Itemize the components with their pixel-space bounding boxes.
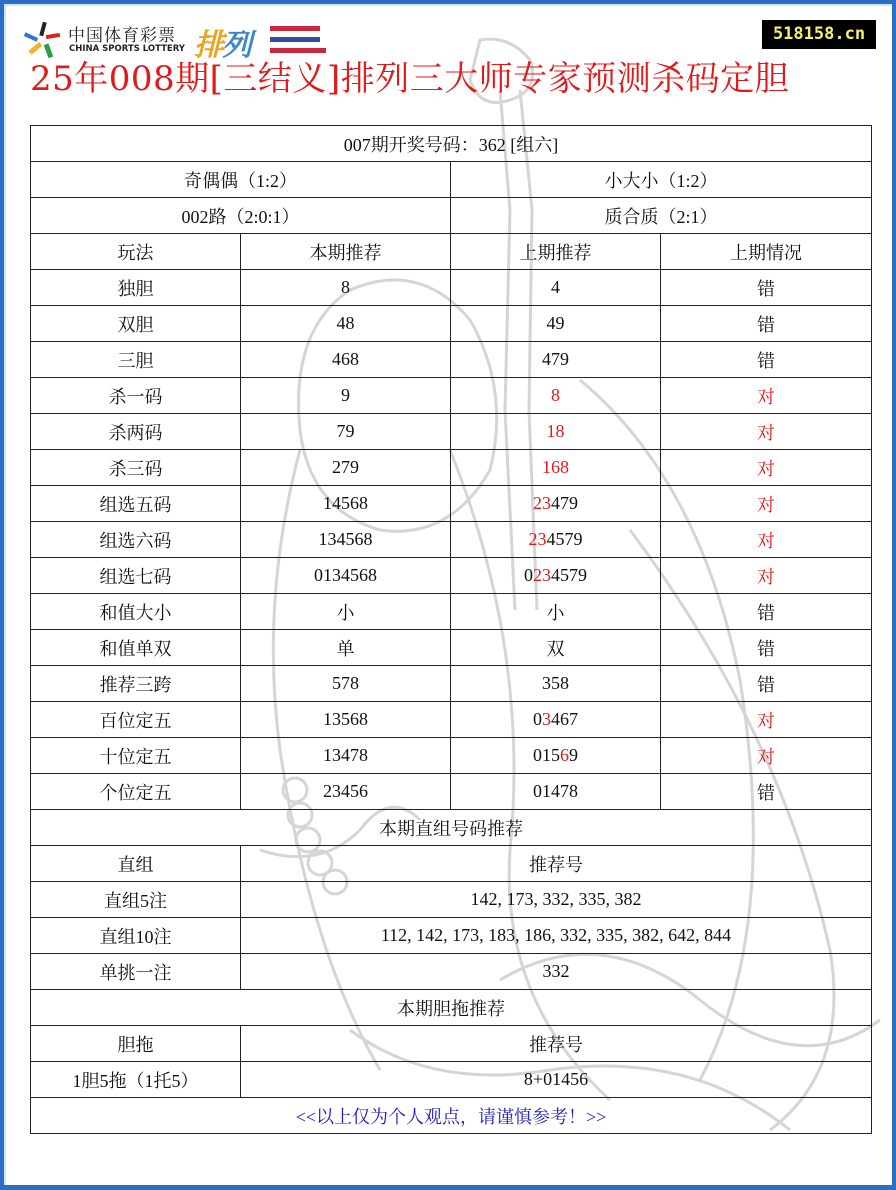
play-type: 组选六码 xyxy=(31,522,241,558)
current-pick: 单 xyxy=(241,630,451,666)
previous-result-status: 错 xyxy=(661,594,872,630)
current-pick: 468 xyxy=(241,342,451,378)
previous-pick-digits: 双 xyxy=(546,638,565,659)
current-pick: 23456 xyxy=(241,774,451,810)
previous-result-status: 对 xyxy=(661,378,872,414)
table-row xyxy=(31,738,872,774)
draw-result-row xyxy=(31,126,872,162)
previous-pick-hit-digits: 6 xyxy=(560,745,569,765)
table-row xyxy=(31,486,872,522)
direct-row xyxy=(31,882,872,918)
table-row xyxy=(31,594,872,630)
previous-pick-digits: 4579 xyxy=(546,529,583,549)
current-pick: 578 xyxy=(241,666,451,702)
small-big-pattern: 小大小（1:2） xyxy=(451,162,872,198)
direct-header-numbers: 推荐号 xyxy=(241,846,872,882)
table-row xyxy=(31,306,872,342)
previous-result-status: 错 xyxy=(661,306,872,342)
previous-pick xyxy=(451,486,661,522)
previous-pick xyxy=(451,630,661,666)
previous-result-status: 错 xyxy=(661,270,872,306)
route-pattern: 002路（2:0:1） xyxy=(31,198,451,234)
dantuo-label: 1胆5拖（1托5） xyxy=(31,1062,241,1098)
table-row xyxy=(31,450,872,486)
previous-result-status: 对 xyxy=(661,738,872,774)
previous-pick-digits: 479 xyxy=(551,493,578,513)
previous-pick-digits: 01478 xyxy=(533,781,578,801)
dantuo-header-type: 胆拖 xyxy=(31,1026,241,1062)
play-type: 推荐三跨 xyxy=(31,666,241,702)
previous-pick xyxy=(451,270,661,306)
play-type: 组选七码 xyxy=(31,558,241,594)
product-name-part1: 排 xyxy=(194,28,222,63)
previous-pick xyxy=(451,306,661,342)
direct-header-row xyxy=(31,846,872,882)
previous-pick-hit-digits: 168 xyxy=(542,457,569,477)
previous-result-status: 对 xyxy=(661,702,872,738)
table-row xyxy=(31,666,872,702)
dantuo-value: 8+01456 xyxy=(241,1062,872,1098)
logo-cn-text: 中国体育彩票 xyxy=(68,26,176,46)
direct-value: 112, 142, 173, 183, 186, 332, 335, 382, 642, 844 xyxy=(241,918,872,954)
current-pick: 134568 xyxy=(241,522,451,558)
direct-section-title-row xyxy=(31,810,872,846)
product-name-part2: 列 xyxy=(222,28,250,63)
direct-value: 142, 173, 332, 335, 382 xyxy=(241,882,872,918)
current-pick: 小 xyxy=(241,594,451,630)
play-type: 杀两码 xyxy=(31,414,241,450)
china-sports-lottery-logo xyxy=(22,20,322,63)
previous-pick-hit-digits: 23 xyxy=(533,493,551,513)
prime-composite-pattern: 质合质（2:1） xyxy=(451,198,872,234)
draw-result: 007期开奖号码：362 [组六] xyxy=(31,126,872,162)
previous-pick-digits: 49 xyxy=(546,313,565,333)
previous-pick-digits: 9 xyxy=(569,745,578,765)
play-type: 百位定五 xyxy=(31,702,241,738)
table-row xyxy=(31,774,872,810)
current-pick: 8 xyxy=(241,270,451,306)
previous-pick-hit-digits: 23 xyxy=(528,529,547,549)
dantuo-row xyxy=(31,1062,872,1098)
previous-pick xyxy=(451,702,661,738)
table-row xyxy=(31,522,872,558)
direct-label: 直组10注 xyxy=(31,918,241,954)
previous-pick xyxy=(451,558,661,594)
lottery-star-icon xyxy=(22,20,64,60)
previous-pick-hit-digits: 8 xyxy=(551,385,560,405)
previous-pick-digits: 467 xyxy=(551,709,578,729)
direct-label: 直组5注 xyxy=(31,882,241,918)
previous-result-status: 对 xyxy=(661,558,872,594)
direct-row xyxy=(31,954,872,990)
direct-value: 332 xyxy=(241,954,872,990)
dantuo-header-numbers: 推荐号 xyxy=(241,1026,872,1062)
previous-pick-hit-digits: 3 xyxy=(542,709,551,729)
play-type: 组选五码 xyxy=(31,486,241,522)
previous-result-status: 对 xyxy=(661,486,872,522)
play-type: 双胆 xyxy=(31,306,241,342)
previous-result-status: 错 xyxy=(661,774,872,810)
column-header-row xyxy=(31,234,872,270)
summary-row-1 xyxy=(31,162,872,198)
table-row xyxy=(31,414,872,450)
play-type: 三胆 xyxy=(31,342,241,378)
direct-label: 单挑一注 xyxy=(31,954,241,990)
previous-pick-hit-digits: 23 xyxy=(533,565,551,585)
footer-note-row xyxy=(31,1098,872,1134)
previous-pick xyxy=(451,522,661,558)
previous-pick-hit-digits: 18 xyxy=(546,421,565,441)
play-type: 杀三码 xyxy=(31,450,241,486)
previous-pick-digits: 015 xyxy=(533,745,560,765)
previous-pick-digits: 4579 xyxy=(551,565,587,585)
dantuo-header-row xyxy=(31,1026,872,1062)
play-type: 杀一码 xyxy=(31,378,241,414)
current-pick: 14568 xyxy=(241,486,451,522)
previous-pick xyxy=(451,342,661,378)
previous-pick xyxy=(451,666,661,702)
previous-result-status: 错 xyxy=(661,666,872,702)
play-type: 和值单双 xyxy=(31,630,241,666)
previous-pick xyxy=(451,594,661,630)
current-pick: 279 xyxy=(241,450,451,486)
current-pick: 0134568 xyxy=(241,558,451,594)
play-type: 独胆 xyxy=(31,270,241,306)
product-three-icon xyxy=(270,24,328,54)
current-pick: 9 xyxy=(241,378,451,414)
dantuo-section-title-row xyxy=(31,990,872,1026)
previous-pick xyxy=(451,450,661,486)
play-type: 个位定五 xyxy=(31,774,241,810)
column-header-play: 玩法 xyxy=(31,234,241,270)
current-pick: 13568 xyxy=(241,702,451,738)
previous-result-status: 对 xyxy=(661,450,872,486)
column-header-result: 上期情况 xyxy=(661,234,872,270)
previous-pick-digits: 0 xyxy=(533,709,542,729)
previous-pick-digits: 358 xyxy=(542,673,569,693)
table-row xyxy=(31,270,872,306)
previous-result-status: 对 xyxy=(661,522,872,558)
table-row xyxy=(31,702,872,738)
prediction-table xyxy=(30,125,872,1134)
play-type: 十位定五 xyxy=(31,738,241,774)
direct-row xyxy=(31,918,872,954)
previous-result-status: 错 xyxy=(661,630,872,666)
table-row xyxy=(31,630,872,666)
direct-section-title: 本期直组号码推荐 xyxy=(31,810,872,846)
current-pick: 48 xyxy=(241,306,451,342)
current-pick: 79 xyxy=(241,414,451,450)
site-badge: 518158.cn xyxy=(762,20,876,49)
direct-header-type: 直组 xyxy=(31,846,241,882)
logo-en-text: CHINA SPORTS LOTTERY xyxy=(69,44,185,54)
previous-result-status: 对 xyxy=(661,414,872,450)
current-pick: 13478 xyxy=(241,738,451,774)
table-row xyxy=(31,378,872,414)
previous-result-status: 错 xyxy=(661,342,872,378)
previous-pick-digits: 479 xyxy=(542,349,569,369)
previous-pick-digits: 0 xyxy=(524,565,533,585)
column-header-previous: 上期推荐 xyxy=(451,234,661,270)
previous-pick xyxy=(451,414,661,450)
page-title: 25年008期[三结义]排列三大师专家预测杀码定胆 xyxy=(30,59,790,99)
previous-pick xyxy=(451,774,661,810)
previous-pick-digits: 小 xyxy=(546,602,565,623)
previous-pick xyxy=(451,378,661,414)
table-row xyxy=(31,342,872,378)
dantuo-section-title: 本期胆拖推荐 xyxy=(31,990,872,1026)
footer-note: <<以上仅为个人观点，请谨慎参考！>> xyxy=(31,1098,872,1134)
previous-pick xyxy=(451,738,661,774)
summary-row-2 xyxy=(31,198,872,234)
previous-pick-digits: 4 xyxy=(551,277,560,297)
odd-even-pattern: 奇偶偶（1:2） xyxy=(31,162,451,198)
play-type: 和值大小 xyxy=(31,594,241,630)
table-row xyxy=(31,558,872,594)
column-header-current: 本期推荐 xyxy=(241,234,451,270)
